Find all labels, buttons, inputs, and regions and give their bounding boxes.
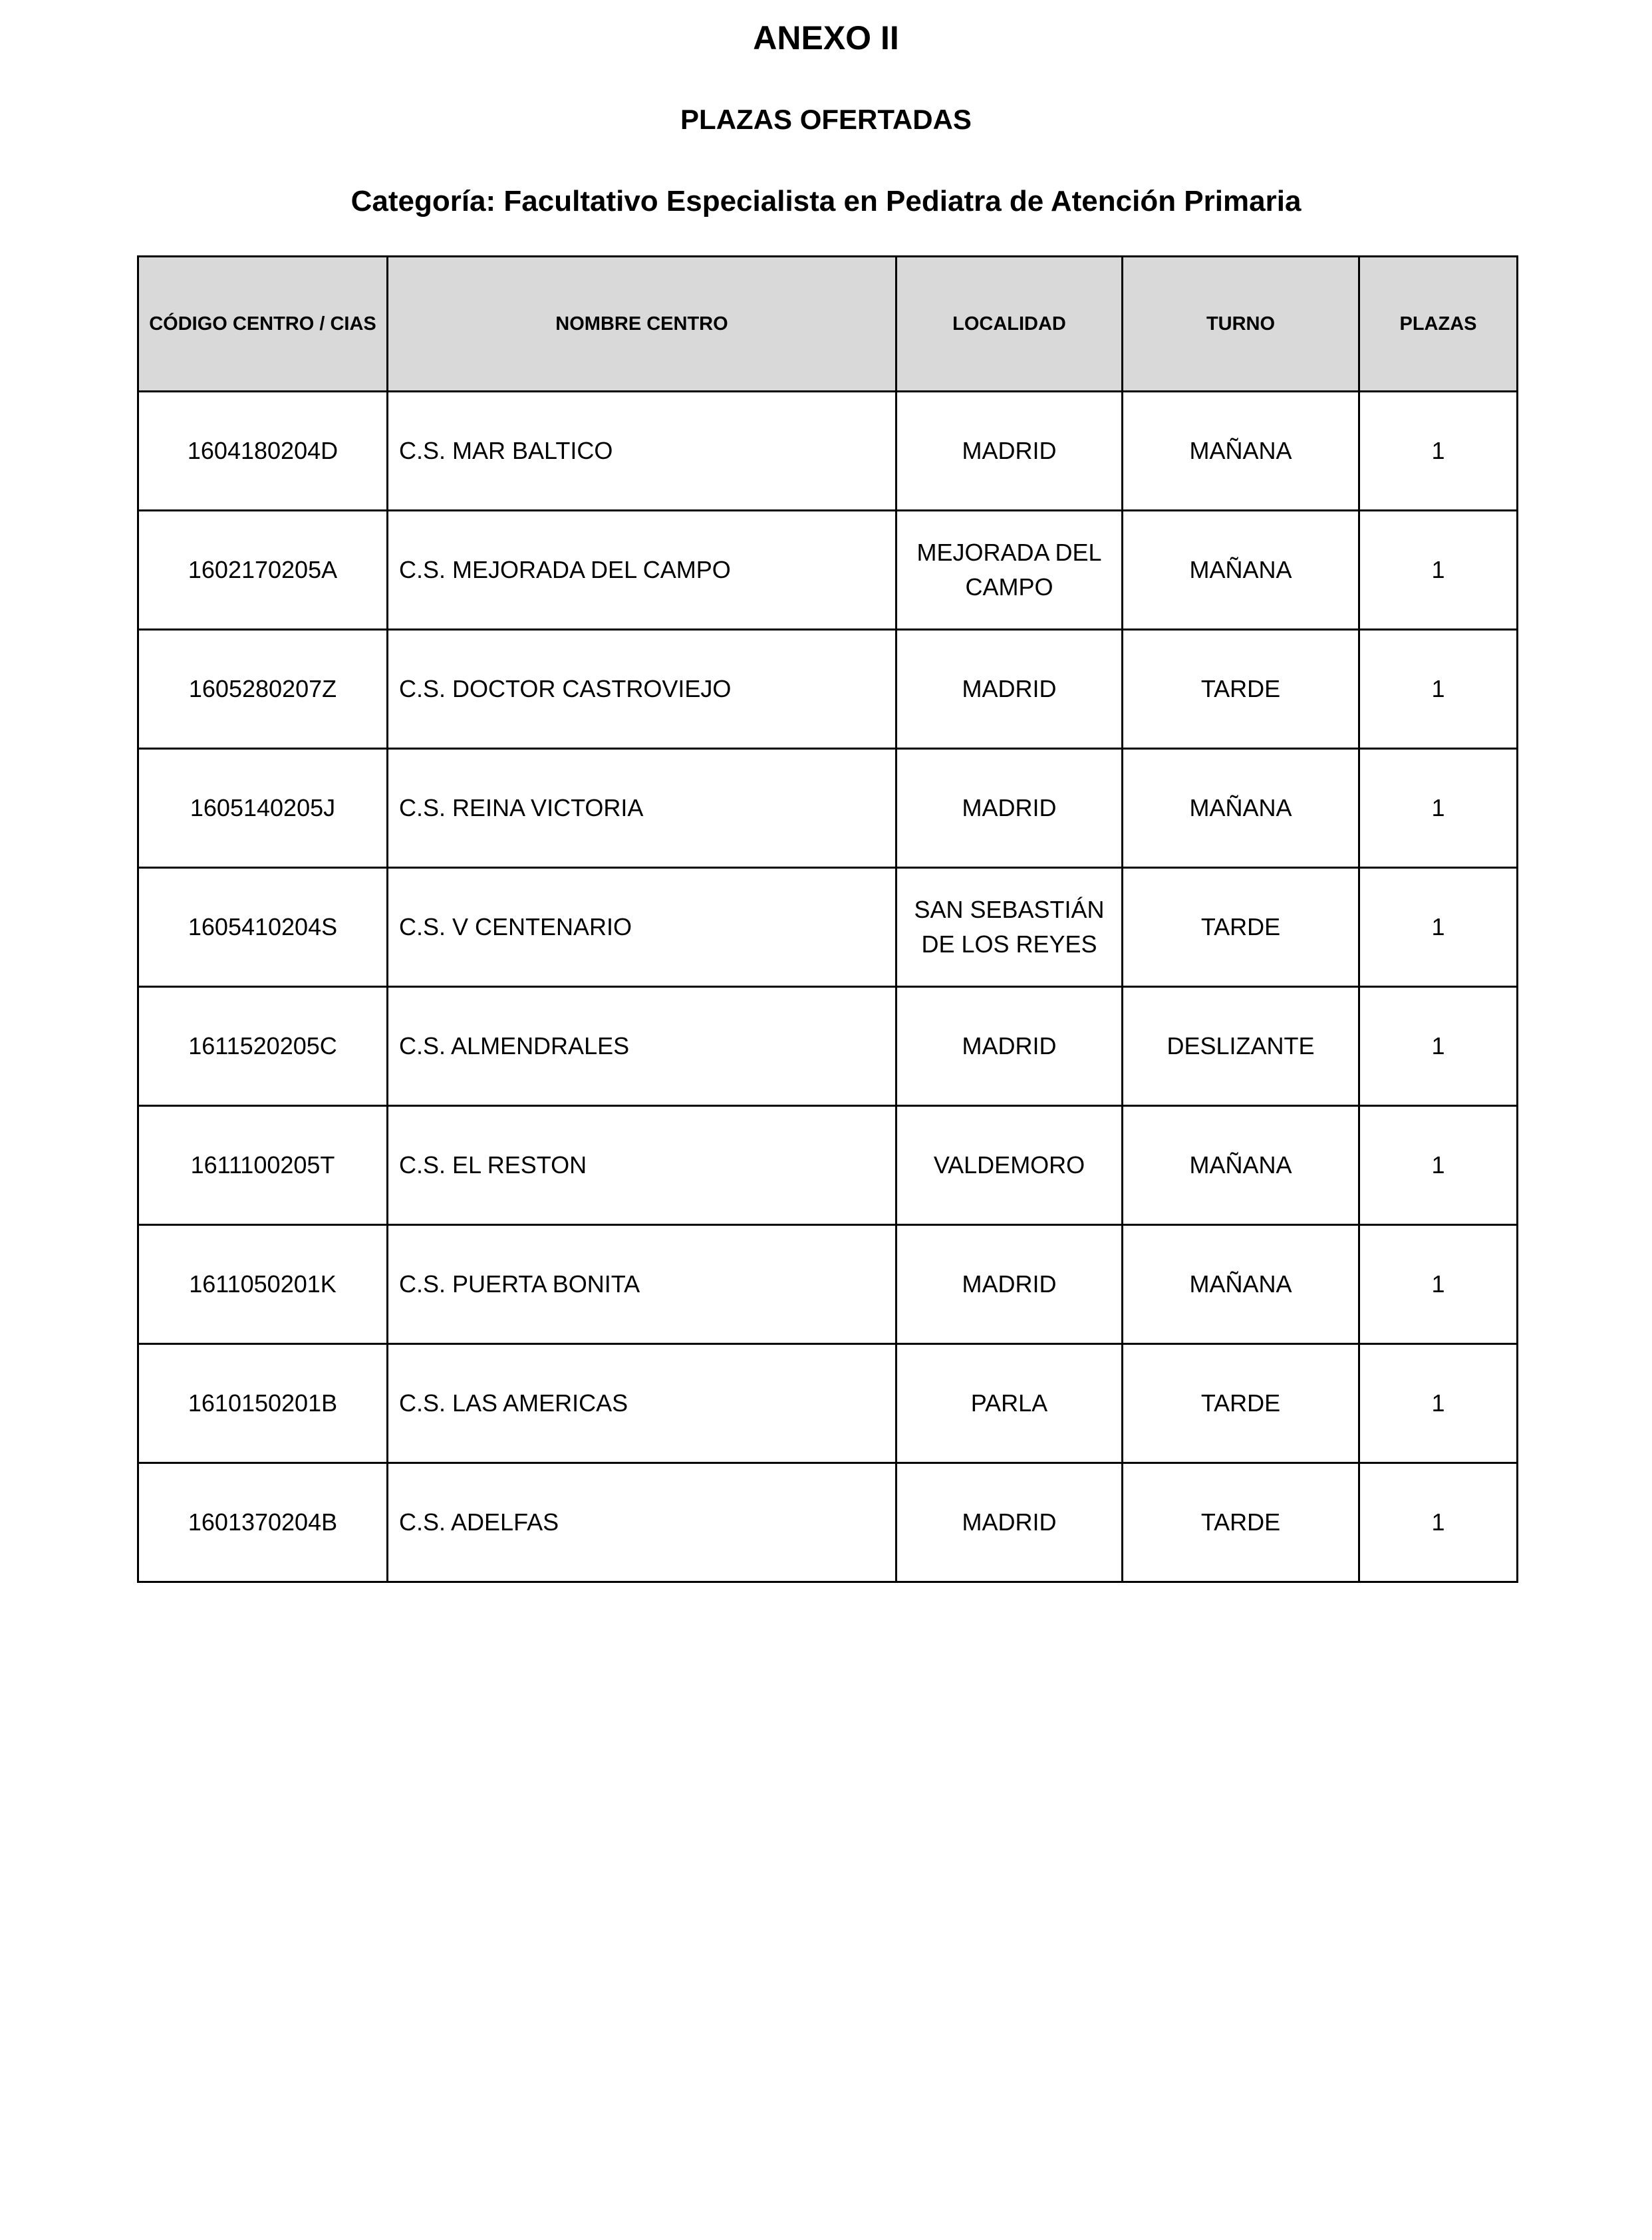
- cell-codigo: 1605140205J: [138, 749, 388, 868]
- cell-nombre: C.S. ALMENDRALES: [388, 987, 896, 1106]
- cell-plazas: 1: [1359, 749, 1518, 868]
- table-row: [138, 392, 1518, 511]
- cell-plazas: 1: [1359, 630, 1518, 749]
- cell-nombre: C.S. ADELFAS: [388, 1463, 896, 1582]
- cell-codigo: 1605410204S: [138, 868, 388, 987]
- cell-localidad: MADRID: [896, 392, 1123, 511]
- table-row: [138, 987, 1518, 1106]
- cell-plazas: 1: [1359, 392, 1518, 511]
- cell-localidad: MEJORADA DEL CAMPO: [896, 511, 1123, 630]
- cell-codigo: 1610150201B: [138, 1344, 388, 1463]
- cell-codigo: 1611100205T: [138, 1106, 388, 1225]
- cell-codigo: 1611050201K: [138, 1225, 388, 1344]
- cell-turno: MAÑANA: [1123, 511, 1359, 630]
- table-row: [138, 1225, 1518, 1344]
- cell-localidad: MADRID: [896, 1463, 1123, 1582]
- header-localidad: LOCALIDAD: [896, 257, 1123, 392]
- table-row: [138, 749, 1518, 868]
- header-turno: TURNO: [1123, 257, 1359, 392]
- cell-codigo: 1601370204B: [138, 1463, 388, 1582]
- table-row: [138, 1344, 1518, 1463]
- cell-turno: TARDE: [1123, 868, 1359, 987]
- cell-turno: MAÑANA: [1123, 1225, 1359, 1344]
- header-nombre: NOMBRE CENTRO: [388, 257, 896, 392]
- cell-codigo: 1611520205C: [138, 987, 388, 1106]
- header-plazas: PLAZAS: [1359, 257, 1518, 392]
- table-row: [138, 1106, 1518, 1225]
- cell-localidad: MADRID: [896, 987, 1123, 1106]
- cell-turno: DESLIZANTE: [1123, 987, 1359, 1106]
- cell-plazas: 1: [1359, 1344, 1518, 1463]
- cell-nombre: C.S. MEJORADA DEL CAMPO: [388, 511, 896, 630]
- cell-localidad: MADRID: [896, 630, 1123, 749]
- category-heading: Categoría: Facultativo Especialista en Pediatra de Atención Primaria: [350, 185, 1302, 217]
- cell-codigo: 1604180204D: [138, 392, 388, 511]
- table-row: [138, 868, 1518, 987]
- cell-turno: TARDE: [1123, 630, 1359, 749]
- cell-nombre: C.S. EL RESTON: [388, 1106, 896, 1225]
- cell-plazas: 1: [1359, 987, 1518, 1106]
- cell-plazas: 1: [1359, 1463, 1518, 1582]
- cell-nombre: C.S. DOCTOR CASTROVIEJO: [388, 630, 896, 749]
- cell-localidad: PARLA: [896, 1344, 1123, 1463]
- table-header-row: [138, 257, 1518, 392]
- cell-turno: MAÑANA: [1123, 749, 1359, 868]
- plazas-table: [137, 255, 1518, 1583]
- cell-nombre: C.S. REINA VICTORIA: [388, 749, 896, 868]
- cell-turno: TARDE: [1123, 1463, 1359, 1582]
- table-row: [138, 630, 1518, 749]
- table-row: [138, 511, 1518, 630]
- cell-turno: MAÑANA: [1123, 392, 1359, 511]
- cell-plazas: 1: [1359, 868, 1518, 987]
- cell-turno: TARDE: [1123, 1344, 1359, 1463]
- cell-localidad: VALDEMORO: [896, 1106, 1123, 1225]
- cell-nombre: C.S. V CENTENARIO: [388, 868, 896, 987]
- cell-plazas: 1: [1359, 1106, 1518, 1225]
- table-row: [138, 1463, 1518, 1582]
- cell-turno: MAÑANA: [1123, 1106, 1359, 1225]
- cell-nombre: C.S. MAR BALTICO: [388, 392, 896, 511]
- cell-codigo: 1602170205A: [138, 511, 388, 630]
- cell-nombre: C.S. LAS AMERICAS: [388, 1344, 896, 1463]
- document-subtitle: PLAZAS OFERTADAS: [680, 104, 972, 135]
- cell-localidad: MADRID: [896, 1225, 1123, 1344]
- header-codigo: CÓDIGO CENTRO / CIAS: [138, 257, 388, 392]
- cell-plazas: 1: [1359, 511, 1518, 630]
- cell-localidad: MADRID: [896, 749, 1123, 868]
- cell-plazas: 1: [1359, 1225, 1518, 1344]
- cell-codigo: 1605280207Z: [138, 630, 388, 749]
- cell-nombre: C.S. PUERTA BONITA: [388, 1225, 896, 1344]
- cell-localidad: SAN SEBASTIÁN DE LOS REYES: [896, 868, 1123, 987]
- document-title: ANEXO II: [753, 19, 899, 57]
